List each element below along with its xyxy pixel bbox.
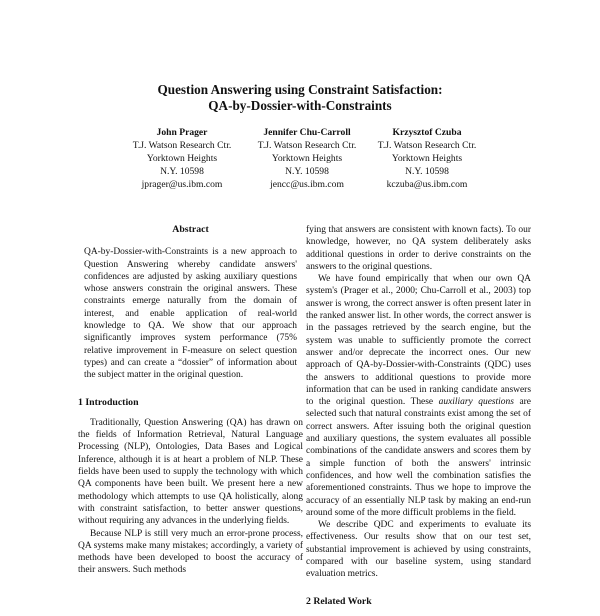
right-paragraph-1 (306, 273, 531, 519)
author-city: Yorktown Heights (146, 153, 218, 164)
author-affiliation: T.J. Watson Research Ctr. (132, 140, 232, 151)
left-column (78, 224, 303, 577)
author-state: N.Y. 10598 (160, 166, 204, 177)
abstract-text: QA-by-Dossier-with-Constraints is a new approach to Question Answering whereby candidate answers' confidences are adjusted by asking auxiliary questions whose answers constrain the original answers. These constraints emerge naturally from the domain of interest, and enable application of real-world knowledge to QA. We show that our approach significantly improves system performance (75% relative improvement in F-measure on select question types) and can create a “dossier” of information about the subject matter in the original question. (84, 247, 297, 381)
right-paragraph-1-part-b: are selected such that natural constraints exist among the set of correct answers. After issuing both the original question and auxiliary questions, the system evaluates all possible combinations of the candidate answers and scores them by a simple function of both the answers' intrinsic confidences, and how well the combination satisfies the aforementioned constraints. Thus we hope to improve the accuracy of an essentially NLP task by making an end-run around some of the more difficult problems in the field. (306, 397, 531, 518)
right-column (306, 224, 531, 616)
paper-title (0, 82, 600, 114)
author-name: Krzysztof Czuba (392, 127, 462, 138)
author-state: N.Y. 10598 (405, 166, 449, 177)
auxiliary-questions-term: auxiliary questions (438, 397, 514, 408)
title-line-1: Question Answering using Constraint Satisfaction: (157, 82, 443, 97)
author-state: N.Y. 10598 (285, 166, 329, 177)
right-paragraph-2: We describe QDC and experiments to evaluate its effectiveness. Our results show that on our test set, substantial improvement is achieved by using constraints, compared with our baseline system, using standard evaluation metrics. (306, 520, 531, 580)
right-paragraph-continued: fying that answers are consistent with known facts). To our knowledge, however, no QA system deliberately asks additional questions in order to derive constraints on the answers to the original questions. (306, 225, 531, 272)
intro-paragraph-2: Because NLP is still very much an error-prone process, QA systems make many mistakes; accordingly, a variety of methods have been developed to boost the accuracy of their answers. Such methods (78, 528, 303, 576)
author-email: jencc@us.ibm.com (270, 179, 344, 190)
section-heading-related-work: 2 Related Work (306, 595, 372, 607)
author-email: kczuba@us.ibm.com (386, 179, 468, 190)
abstract-heading: Abstract (172, 224, 209, 235)
author-name: John Prager (156, 127, 208, 138)
title-line-2: QA-by-Dossier-with-Constraints (208, 98, 392, 113)
author-city: Yorktown Heights (271, 153, 343, 164)
author-name: Jennifer Chu-Carroll (263, 127, 351, 138)
author-affiliation: T.J. Watson Research Ctr. (377, 140, 477, 151)
right-paragraph-1-part-a: We have found empirically that when our own QA system's (Prager et al., 2000; Chu-Carroll et al., 2003) top answer is wrong, the correct answer is often present later in the ranked answer list. In other words, the correct answer is in the passages retrieved by the search engine, but the system was unable to sufficiently promote the correct answer and/or deprecate the incorrect ones. Our new approach of QA-by-Dossier-with-Constraints (QDC) uses the answers to additional questions to provide more information that can be used in ranking candidate answers to the original question. These (306, 274, 531, 408)
abstract (78, 246, 303, 381)
intro-paragraph-1: Traditionally, Question Answering (QA) has drawn on the fields of Information Retrieval, Natural Language Processing (NLP), Ontologies, Data Bases and Logical Inference, although it is at heart a problem of NLP. These fields have been used to supply the technology with which QA components have been built. We present here a new methodology which attempts to use QA holistically, along with constraint satisfaction, to better answer questions, without requiring any advances in the underlying fields. (78, 417, 303, 527)
author-block-3 (352, 126, 502, 191)
author-email: jprager@us.ibm.com (141, 179, 223, 190)
author-affiliation: T.J. Watson Research Ctr. (257, 140, 357, 151)
section-heading-introduction: 1 Introduction (78, 396, 139, 408)
author-city: Yorktown Heights (391, 153, 463, 164)
